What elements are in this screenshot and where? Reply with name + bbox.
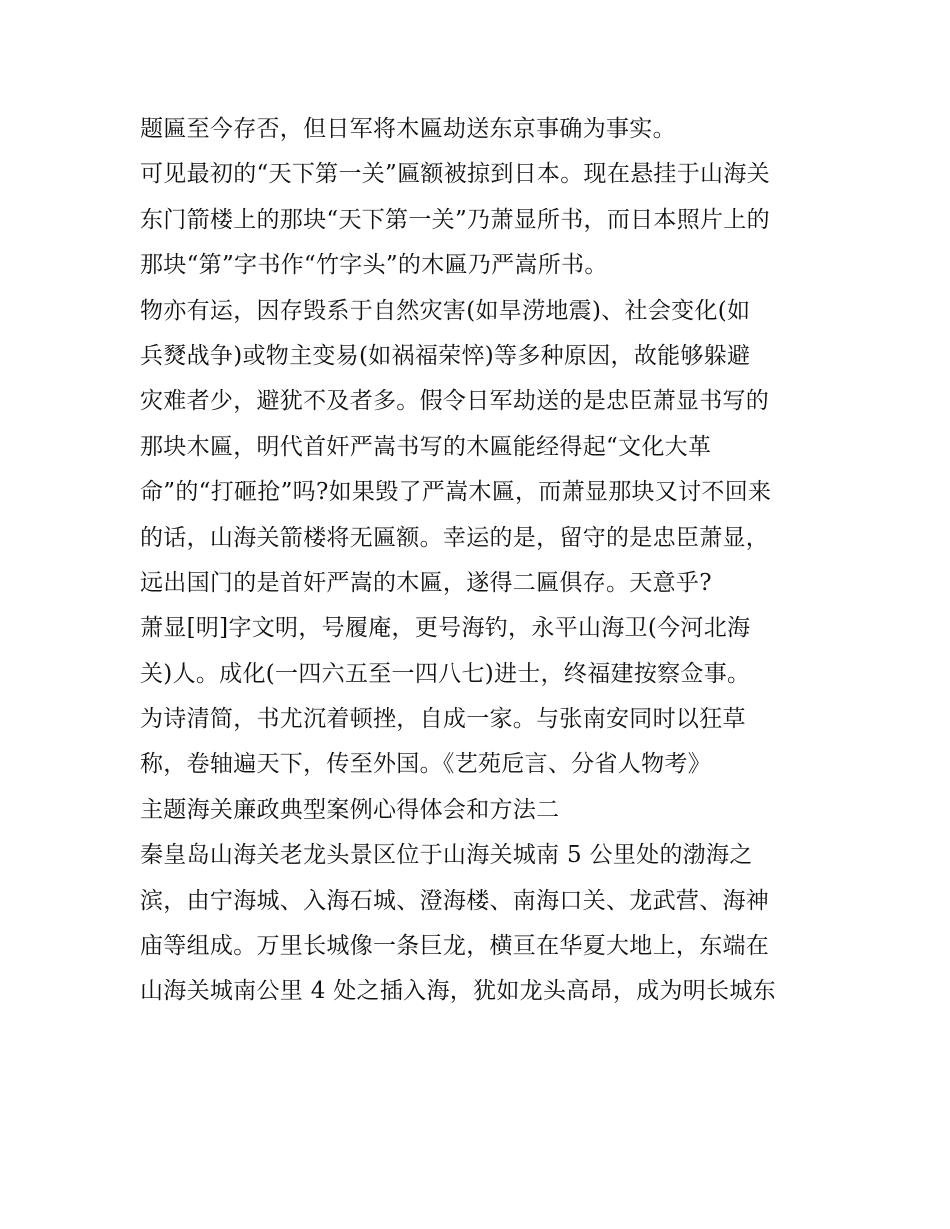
text-line: 兵燹战争)或物主变易(如祸福荣悴)等多种原因，故能够躲避 — [140, 342, 751, 369]
text-line: 称，卷轴遍天下，传至外国。《艺苑卮言、分省人物考》 — [140, 751, 711, 778]
text-line: 萧显[明]字文明，号履庵，更号海钓，永平山海卫(今河北海 — [140, 615, 751, 642]
text-line: 那块木匾，明代首奸严嵩书写的木匾能经得起“文化大革 — [140, 433, 712, 460]
text-line: 灾难者少，避犹不及者多。假令日军劫送的是忠臣萧显书写的 — [140, 388, 770, 415]
text-line: 可见最初的“天下第一关”匾额被掠到日本。现在悬挂于山海关 — [140, 161, 770, 188]
text-line: 为诗清简，书尤沉着顿挫，自成一家。与张南安同时以狂草 — [140, 706, 746, 733]
body-text — [140, 107, 830, 1015]
text-line: 远出国门的是首奸严嵩的木匾，遂得二匾俱存。天意乎? — [140, 569, 712, 596]
section-heading: 主题海关廉政典型案例心得体会和方法二 — [140, 796, 560, 823]
text-line: 山海关城南公里 4 处之插入海，犹如龙头高昂，成为明长城东 — [140, 978, 776, 1005]
text-line: 东门箭楼上的那块“天下第一关”乃萧显所书，而日本照片上的 — [140, 206, 770, 233]
text-line: 庙等组成。万里长城像一条巨龙，横亘在华夏大地上，东端在 — [140, 933, 770, 960]
text-line: 那块“第”字书作“竹字头”的木匾乃严嵩所书。 — [140, 252, 608, 279]
text-line: 的话，山海关箭楼将无匾额。幸运的是，留守的是忠臣萧显， — [140, 524, 770, 551]
text-line: 秦皇岛山海关老龙头景区位于山海关城南 5 公里处的渤海之 — [140, 842, 753, 869]
text-line: 物亦有运，因存毁系于自然灾害(如旱涝地震)、社会变化(如 — [140, 297, 751, 324]
text-line: 滨，由宁海城、入海石城、澄海楼、南海口关、龙武营、海神 — [140, 887, 770, 914]
text-line: 关)人。成化(一四六五至一四八七)进士，终福建按察佥事。 — [140, 660, 751, 687]
text-line: 题匾至今存否，但日军将木匾劫送东京事确为事实。 — [140, 116, 676, 142]
text-line: 命”的“打砸抢”吗?如果毁了严嵩木匾，而萧显那块又讨不回来 — [140, 479, 772, 506]
